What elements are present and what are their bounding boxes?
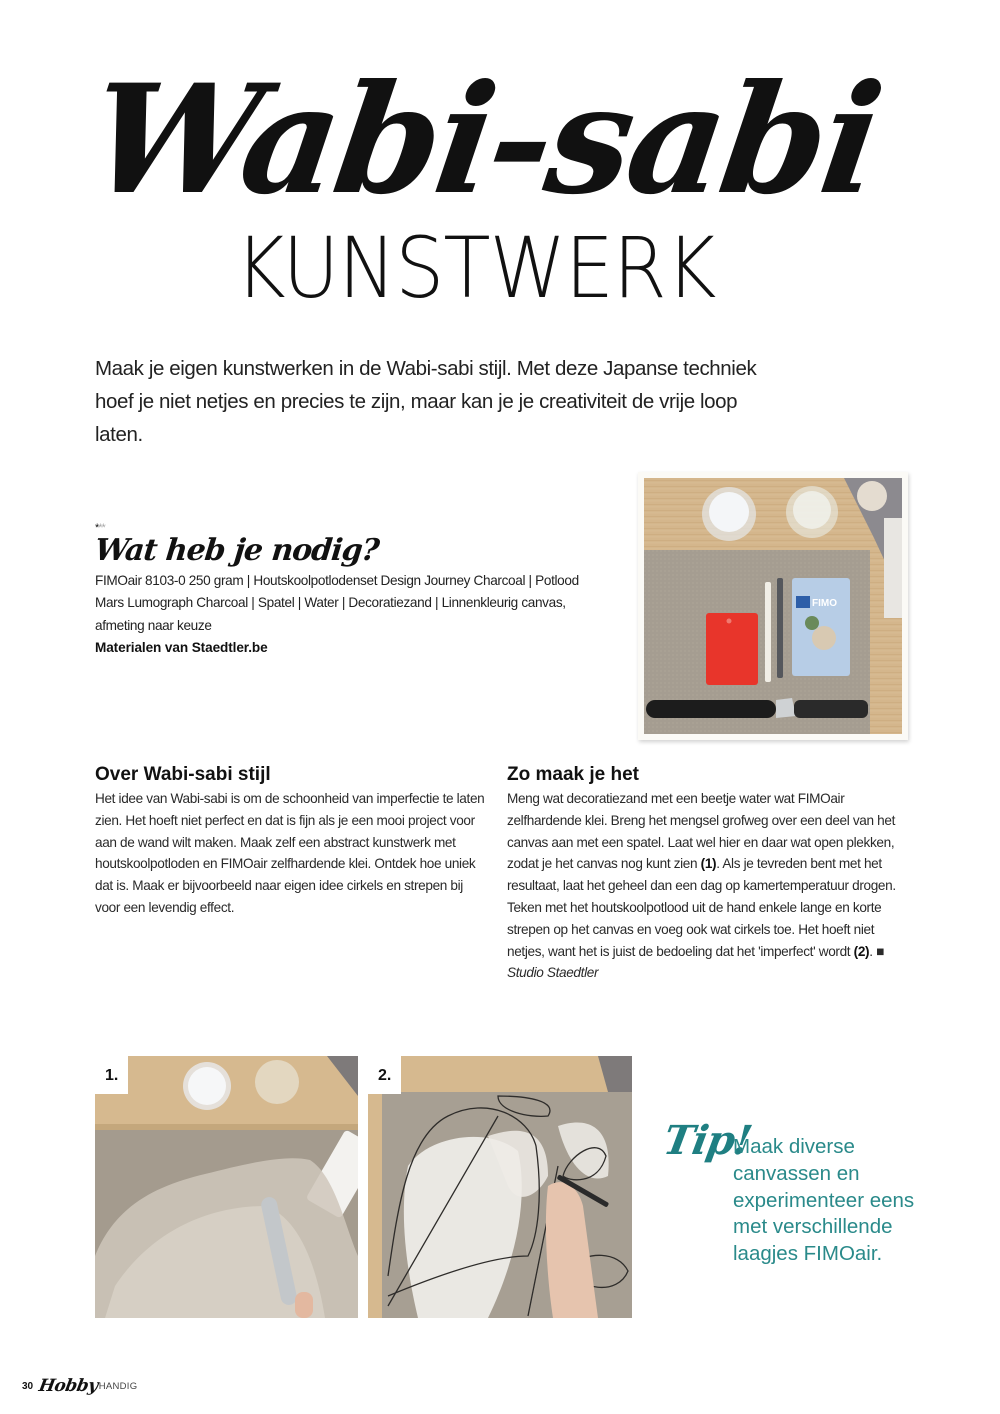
tip-text: Maak diverse canvassen en experimenteer eens met verschillende laagjes FIMOair. [733, 1135, 915, 1266]
howto-end-mark: . ■ [869, 943, 884, 959]
materials-photo [638, 472, 908, 740]
page-number: 30 [22, 1380, 34, 1392]
materials-source: Materialen van Staedtler.be [95, 639, 268, 655]
materials-items: FIMOair 8103-0 250 gram | Houtskoolpotlodenset Design Journey Charcoal | Potlood Mars Lumograph Charcoal | Spatel | Water | Decoratiezand | Linnenkleurig canvas, afmeting naar keuze [95, 573, 579, 633]
red-scraper [706, 613, 758, 685]
difficulty-star-filled-icon: * [95, 522, 99, 534]
howto-ref-1: (1) [700, 856, 717, 872]
pencil-white [765, 582, 771, 682]
magazine-logo-script: Hobby [37, 1376, 100, 1396]
step-1-illustration [95, 1056, 358, 1318]
step-2-label: 2. [368, 1056, 401, 1094]
pencil-charcoal [777, 578, 783, 678]
materials-heading: Wat heb je nodig? [93, 533, 381, 568]
hand [295, 1292, 313, 1318]
title-caps: KUNSTWERK [235, 219, 716, 317]
step-2-photo [368, 1056, 632, 1318]
about-body: Het idee van Wabi-sabi is om de schoonheid van imperfectie te laten zien. Het hoeft niet perfect en dat is fijn als je een mooi project voor aan de wand wilt maken. Maak zelf een abstract kunstwerk met houtskoolpotloden en FIMOair zelfhardende klei. Ontdek hoe uniek dat is. Maak er bijvoorbeeld naar eigen idee cirkels en strepen bij voor een levendig effect. [95, 791, 485, 915]
howto-heading: Zo maak je het [507, 764, 639, 785]
about-heading: Over Wabi-sabi stijl [95, 764, 271, 785]
magazine-logo-caps: HANDIG [98, 1380, 138, 1392]
tip-mark: Tip! [659, 1117, 755, 1164]
howto-credit: Studio Staedtler [507, 965, 599, 981]
step-1-photo [95, 1056, 358, 1318]
decoration-flower [857, 481, 887, 511]
footer [22, 1376, 137, 1396]
step-2-illustration [368, 1056, 632, 1318]
water-glass [255, 1060, 299, 1104]
step-1-label: 1. [95, 1056, 128, 1094]
materials-photo-illustration [644, 478, 902, 734]
title-script: Wabi-sabi [79, 52, 889, 228]
spatula-grip [794, 700, 868, 718]
fimo-package-label: FIMO [812, 598, 837, 609]
howto-ref-2: (2) [853, 943, 870, 959]
howto-text-1: Meng wat decoratiezand met een beetje water wat FIMOair zelfhardende klei. Breng het mengsel grofweg over een deel van het canvas aan met een spatel. Laat wel hier en daar wat open plekken, zodat je het canvas nog kunt zien [507, 791, 895, 872]
howto-text-2: . Als je tevreden bent met het resultaat, laat het geheel dan een dag op kamertemperatuur drogen. Teken met het houtskoolpotlood uit de hand enkele lange en korte strepen op het canvas en voeg ook wat cirkels toe. Het hoeft niet netjes, want het is juist de bedoeling dat het 'imperfect' wordt [507, 856, 896, 959]
materials-list [95, 570, 595, 659]
difficulty-star-empty-icon: ** [98, 522, 105, 534]
spatula-handle [646, 700, 776, 718]
intro-paragraph: Maak je eigen kunstwerken in de Wabi-sabi stijl. Met deze Japanse techniek hoef je niet netjes en precies te zijn, maar kan je je creativiteit de vrije loop laten. [95, 357, 757, 446]
howto-body [507, 788, 907, 984]
